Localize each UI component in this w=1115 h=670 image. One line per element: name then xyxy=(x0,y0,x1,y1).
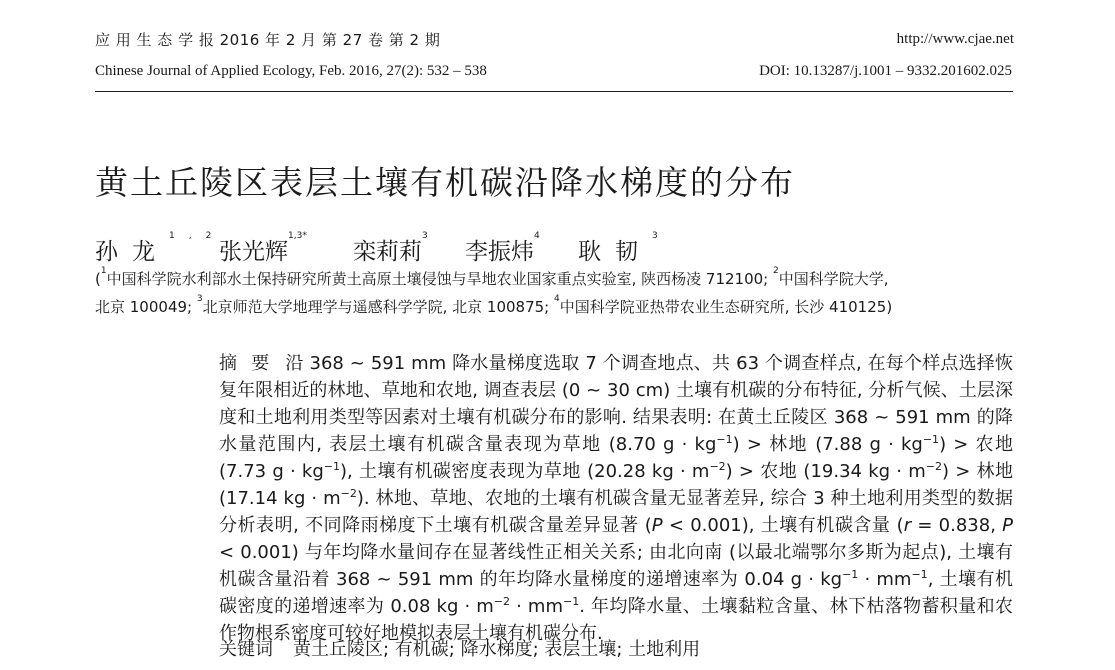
affiliation-text: 中国科学院水利部水土保持研究所黄土高原土壤侵蚀与旱地农业国家重点实验室, 陕西杨凌 712100; xyxy=(106,270,769,288)
abstract-text: < 0.001) 与年均降水量间存在显著线性正相关关系; 由北向南 (以最北端鄂尔多斯为起点), 土壤有机碳含量沿着 368 ~ 591 mm 的年均降水量梯度的递增速率为 0.04 g · kg xyxy=(219,542,1013,590)
header-divider xyxy=(95,91,1013,92)
keywords-label: 关键词 xyxy=(219,639,273,660)
author xyxy=(95,233,225,266)
author-name: 李振炜 xyxy=(465,239,534,265)
author-affiliation-mark: 3 xyxy=(422,231,428,241)
author-name: 张光辉 xyxy=(219,239,288,265)
abstract-text: ), 土壤有机碳密度表现为草地 (20.28 kg · m xyxy=(339,461,710,482)
abstract-variable: r xyxy=(903,515,912,536)
author-name: 栾莉莉 xyxy=(353,239,422,265)
author xyxy=(465,233,540,266)
abstract-superscript: −1 xyxy=(922,433,940,446)
abstract-superscript: −2 xyxy=(340,487,357,500)
abstract-text: ) > 林地 (17.14 kg · m xyxy=(219,461,1014,509)
affiliation-text: 中国科学院亚热带农业生态研究所, 长沙 410125) xyxy=(559,298,893,316)
abstract-variable: P xyxy=(1002,515,1014,536)
abstract-superscript: −1 xyxy=(562,595,580,608)
affiliation-line: ($^1$中国科学院水利部水土保持研究所黄土高原土壤侵蚀与旱地农业国家重点实验室, 陕西杨凌 712100; $^2$中国科学院大学, xyxy=(95,266,889,288)
author-name: 耿韧 xyxy=(578,239,652,265)
keywords xyxy=(219,635,700,661)
author-affiliation-mark: 3 xyxy=(652,231,672,241)
author-affiliation-mark: 4 xyxy=(534,231,540,241)
abstract-text: , 土壤有机碳密度的递增速率为 0.08 kg · m xyxy=(219,569,1014,617)
abstract-label: 摘要 xyxy=(219,353,284,374)
affiliation-mark: 3 xyxy=(196,294,203,304)
affiliation-text: 北京师范大学地理学与遥感科学学院, 北京 100875; xyxy=(202,298,550,316)
author-affiliation-mark: 1,3* xyxy=(288,231,307,241)
abstract-text: 沿 368 ~ 591 mm 降水量梯度选取 7 个调查地点、共 63 个调查样点, 在每个样点选择恢复年限相近的林地、草地和农地, 调查表层 (0 ~ 30 cm) 土壤有机碳的分布特征, 分析气候、土层深度和土地利用类型等因素对土壤有机碳分布的影响. 结果表明: 在黄土丘陵区 368 ~ 591 mm 的降水量范围内, 表层土壤有机碳含量表现为草地 (8.70 g · kg xyxy=(219,353,1014,455)
affiliation-mark: 1 xyxy=(100,266,107,276)
abstract-text: ) > 林地 (7.88 g · kg xyxy=(732,434,923,455)
author-name: 孙龙 xyxy=(95,239,169,265)
abstract xyxy=(219,350,1013,647)
keywords-text: 黄土丘陵区; 有机碳; 降水梯度; 表层土壤; 土地利用 xyxy=(293,639,701,660)
author xyxy=(578,233,672,266)
abstract-text: ) > 农地 (19.34 kg · m xyxy=(725,461,926,482)
affiliation-text: 北京 100049; xyxy=(95,298,193,316)
journal-header-cn: 应 用 生 态 学 报 2016 年 2 月 第 27 卷 第 2 期 xyxy=(95,31,441,49)
abstract-superscript: −2 xyxy=(493,595,511,608)
journal-header-en: Chinese Journal of Applied Ecology, Feb. 2016, 27(2): 532 – 538 xyxy=(95,63,487,79)
abstract-superscript: −1 xyxy=(716,433,733,446)
abstract-text: < 0.001), 土壤有机碳含量 ( xyxy=(662,515,904,536)
journal-url[interactable]: http://www.cjae.net xyxy=(896,31,1014,47)
affiliation-mark: 4 xyxy=(554,294,560,304)
paper-title: 黄土丘陵区表层土壤有机碳沿降水梯度的分布 xyxy=(95,163,795,202)
author xyxy=(219,233,307,266)
abstract-text: . 年均降水量、土壤黏粒含量、林下枯落物蓄积量和农作物根系密度可较好地模拟表层土壤有机碳分布. xyxy=(219,596,1013,644)
abstract-variable: P xyxy=(651,515,663,536)
abstract-text: ). 林地、草地、农地的土壤有机碳含量无显著差异, 综合 3 种土地利用类型的数据分析表明, 不同降雨梯度下土壤有机碳含量差异显著 ( xyxy=(219,488,1013,536)
affiliation-line xyxy=(95,296,892,317)
abstract-text: · mm xyxy=(858,569,912,590)
author-affiliation-mark: 1,2 xyxy=(169,231,226,241)
affiliation-mark: 2 xyxy=(773,266,779,276)
abstract-superscript: −2 xyxy=(709,460,726,473)
abstract-text: = 0.838, xyxy=(911,515,1003,536)
abstract-text: ) > 农地 (7.73 g · kg xyxy=(219,434,1013,482)
doi[interactable]: DOI: 10.13287/j.1001 – 9332.201602.025 xyxy=(759,63,1012,79)
abstract-superscript: −2 xyxy=(925,460,942,473)
abstract-superscript: −1 xyxy=(323,460,340,473)
abstract-superscript: −1 xyxy=(911,568,928,581)
abstract-text: · mm xyxy=(510,596,563,617)
abstract-superscript: −1 xyxy=(842,568,859,581)
affiliation-text: 中国科学院大学, xyxy=(778,270,889,288)
author xyxy=(353,233,428,266)
